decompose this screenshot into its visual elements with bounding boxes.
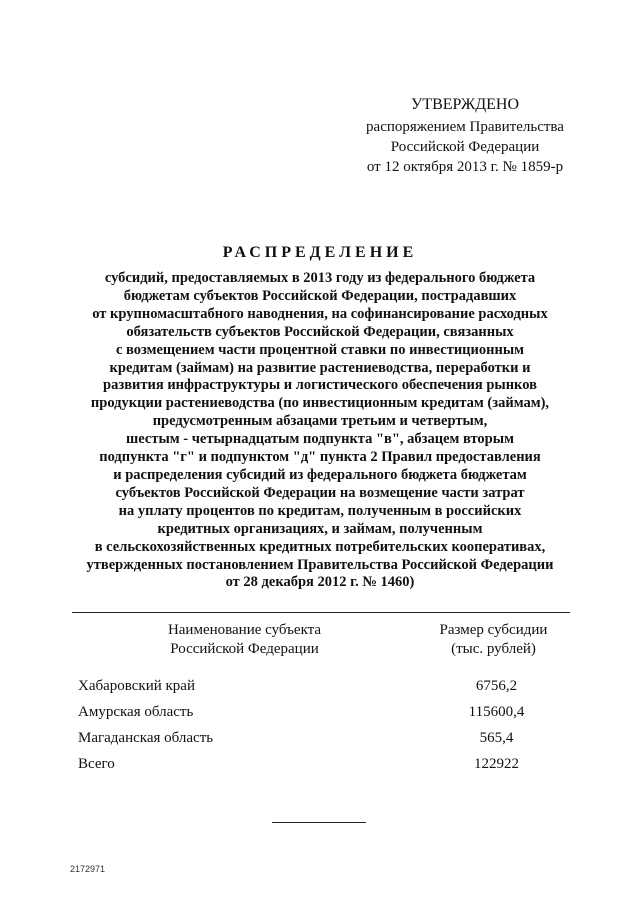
row-subsidy-value: 115600,4 bbox=[468, 703, 525, 720]
table-row bbox=[72, 699, 570, 725]
row-total-value: 122922 bbox=[474, 755, 519, 772]
table-header bbox=[72, 613, 570, 659]
row-subsidy-value: 565,4 bbox=[479, 729, 514, 746]
row-subject-name: Амурская область bbox=[78, 703, 194, 720]
document-title: РАСПРЕДЕЛЕНИЕ bbox=[222, 244, 418, 261]
table-row bbox=[72, 725, 570, 751]
approval-line-3: от 12 октября 2013 г. № 1859-р bbox=[366, 159, 564, 175]
approval-block bbox=[335, 95, 595, 177]
approval-line-1: распоряжением Правительства bbox=[366, 119, 564, 135]
approval-line-2: Российской Федерации bbox=[390, 139, 540, 155]
table-row bbox=[72, 673, 570, 699]
table-body bbox=[72, 673, 570, 777]
column-header-subject: Наименование субъекта Российской Федерации bbox=[167, 622, 322, 657]
row-subsidy-value: 6756,2 bbox=[475, 677, 518, 694]
column-header-amount: Размер субсидии (тыс. рублей) bbox=[439, 622, 548, 657]
row-subject-name: Хабаровский край bbox=[78, 677, 195, 694]
table-row-total bbox=[72, 751, 570, 777]
subsidy-table bbox=[72, 612, 570, 777]
approval-heading: УТВЕРЖДЕНО bbox=[410, 96, 519, 113]
row-total-label: Всего bbox=[78, 755, 115, 772]
row-subject-name: Магаданская область bbox=[78, 729, 214, 746]
document-subtitle: субсидий, предоставляемых в 2013 году из федерального бюджета бюджетам субъектов Российской Федерации, пострадавших от крупномасштабного наводнения, на софинансирование расходных обязательств субъектов Российской Федерации, связанных с возмещением части процентной ставки по инвестиционным кредитам (займам) на развитие растениеводства, переработки и развития инфраструктуры и логистического обеспечения рынков продукции растениеводства (по инвестиционным кредитам (займам), предусмотренным абзацами третьим и четвертым, шестым - четырнадцатым подпункта "в", абзацем вторым подпункта "г" и подпунктом "д" пункта 2 Правил предоставления и распределения субсидий из федерального бюджета бюджетам субъектов Российской Федерации на возмещение части затрат на уплату процентов по кредитам, полученным в российских кредитных организациях, и займам, полученным в сельскохозяйственных кредитных потребительских кооперативах, утвержденных постановлением Правительства Российской Федерации от 28 декабря 2012 г. № 1460) bbox=[86, 270, 554, 591]
document-number: 2172971 bbox=[70, 864, 106, 874]
closing-divider bbox=[272, 822, 366, 823]
